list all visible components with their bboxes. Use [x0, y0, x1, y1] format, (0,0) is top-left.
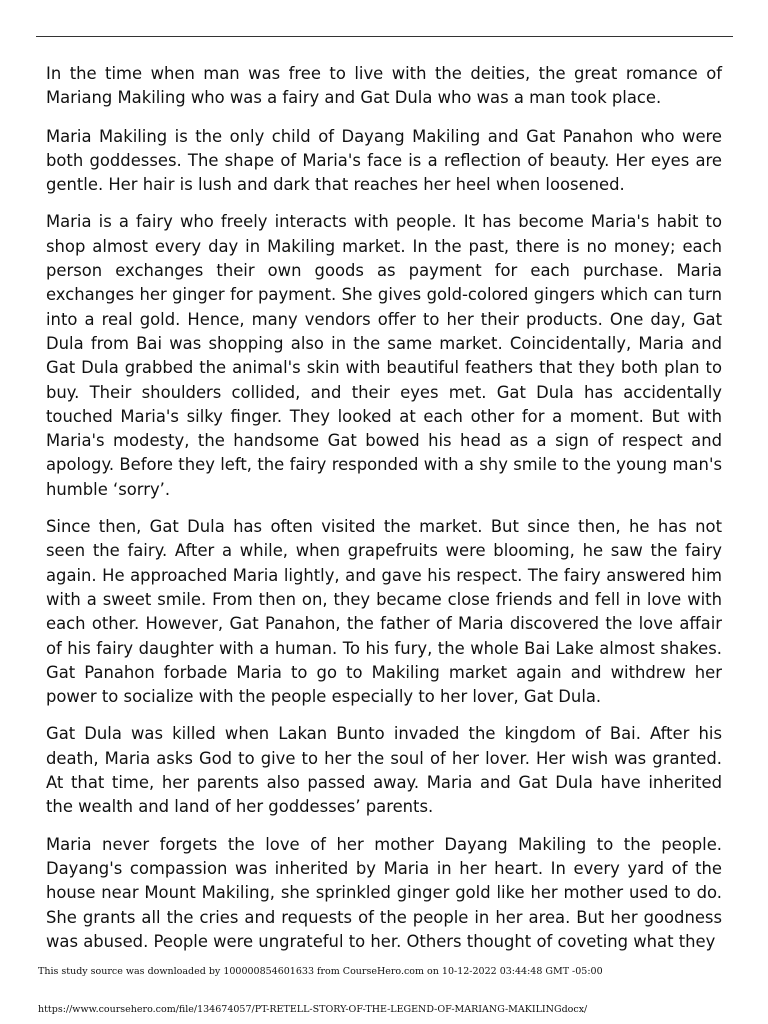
- paragraph-5: Gat Dula was killed when Lakan Bunto invaded the kingdom of Bai. After his death, Maria asks God to give to her the soul of her lover. Her wish was granted. At that time, her parents also passed away. Maria and Gat Dula have inherited the wealth and land of her goddesses’ parents.: [46, 724, 722, 817]
- document-body: [46, 62, 722, 967]
- header-rule: [36, 36, 733, 37]
- paragraph-6: Maria never forgets the love of her mother Dayang Makiling to the people. Dayang's compassion was inherited by Maria in her heart. In every yard of the house near Mount Makiling, she sprinkled ginger gold like her mother used to do. She grants all the cries and requests of the people in her area. But her goodness was abused. People were ungrateful to her. Others thought of coveting what they: [46, 834, 722, 951]
- paragraph-1: In the time when man was free to live with the deities, the great romance of Mariang Makiling who was a fairy and Gat Dula who was a man took place.: [46, 64, 722, 108]
- paragraph-3: Maria is a fairy who freely interacts with people. It has become Maria's habit to shop almost every day in Makiling market. In the past, there is no money; each person exchanges their own goods as payment for each purchase. Maria exchanges her ginger for payment. She gives gold-colored gingers which can turn into a real gold. Hence, many vendors offer to her their products. One day, Gat Dula from Bai was shopping also in the same market. Coincidentally, Maria and Gat Dula grabbed the animal's skin with beautiful feathers that they both plan to buy. Their shoulders collided, and their eyes met. Gat Dula has accidentally touched Maria's silky finger. They looked at each other for a moment. But with Maria's modesty, the handsome Gat bowed his head as a sign of respect and apology. Before they left, the fairy responded with a shy smile to the young man's humble ‘sorry’.: [46, 212, 722, 499]
- source-url-link[interactable]: https://www.coursehero.com/file/134674057/PT-RETELL-STORY-OF-THE-LEGEND-OF-MARIANG-MAKILINGdocx/: [38, 1004, 588, 1015]
- download-notice: This study source was downloaded by 100000854601633 from CourseHero.com on 10-12-2022 03:44:48 GMT -05:00: [38, 966, 738, 978]
- paragraph-2: Maria Makiling is the only child of Dayang Makiling and Gat Panahon who were both goddesses. The shape of Maria's face is a reflection of beauty. Her eyes are gentle. Her hair is lush and dark that reaches her heel when loosened.: [46, 126, 722, 195]
- paragraph-4: Since then, Gat Dula has often visited the market. But since then, he has not seen the fairy. After a while, when grapefruits were blooming, he saw the fairy again. He approached Maria lightly, and gave his respect. The fairy answered him with a sweet smile. From then on, they became close friends and fell in love with each other. However, Gat Panahon, the father of Maria discovered the love affair of his fairy daughter with a human. To his fury, the whole Bai Lake almost shakes. Gat Panahon forbade Maria to go to Makiling market again and withdrew her power to socialize with the people especially to her lover, Gat Dula.: [46, 517, 722, 707]
